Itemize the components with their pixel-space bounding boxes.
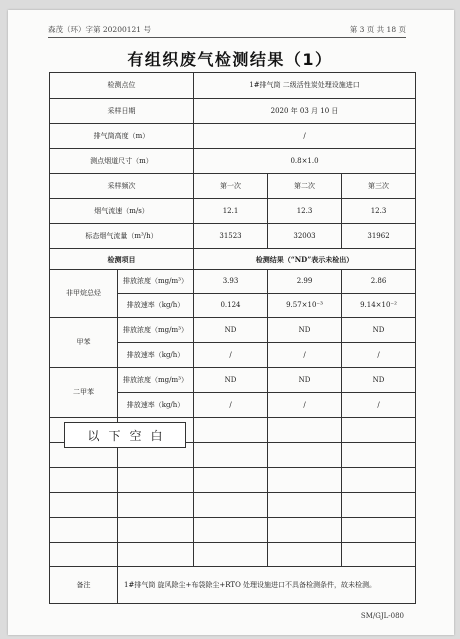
header-rule (48, 37, 406, 38)
run-3-header: 第三次 (342, 174, 416, 199)
conc-run-1: ND (194, 318, 268, 343)
group-name: 非甲烷总烃 (50, 270, 118, 318)
location-label: 检测点位 (50, 73, 194, 99)
rate-label: 排放速率（kg/h） (118, 393, 194, 418)
rate-run-2: / (268, 393, 342, 418)
flow-run-1: 31523 (194, 224, 268, 249)
page-title: 有组织废气检测结果（1） (127, 50, 333, 69)
conc-run-2: ND (268, 318, 342, 343)
conc-run-3: ND (342, 368, 416, 393)
empty-row (50, 518, 416, 543)
row-flow (50, 224, 416, 249)
date-label: 采样日期 (50, 99, 194, 124)
rate-run-1: 0.124 (194, 294, 268, 318)
run-1-header: 第一次 (194, 174, 268, 199)
row-location (50, 73, 416, 99)
report-number: 森茂（环）字第 20200121 号 (48, 25, 151, 34)
stack-height-value: / (194, 124, 416, 149)
location-value: 1#排气筒 二级活性炭处理设施进口 (194, 73, 416, 99)
row-remarks (50, 567, 416, 604)
results-table (49, 72, 416, 604)
rate-run-1: / (194, 393, 268, 418)
result-header: 检测结果（“ND”表示未检出） (194, 249, 416, 270)
row-frequency (50, 174, 416, 199)
group-name: 甲苯 (50, 318, 118, 368)
frequency-label: 采样频次 (50, 174, 194, 199)
rate-label: 排放速率（kg/h） (118, 343, 194, 368)
row-results-header (50, 249, 416, 270)
conc-run-1: ND (194, 368, 268, 393)
rate-run-3: 9.14×10⁻² (342, 294, 416, 318)
row-date (50, 99, 416, 124)
empty-row (50, 493, 416, 518)
stack-height-label: 排气筒高度（m） (50, 124, 194, 149)
rate-run-2: / (268, 343, 342, 368)
rate-run-3: / (342, 343, 416, 368)
run-2-header: 第二次 (268, 174, 342, 199)
row-nmhc-conc (50, 270, 416, 294)
conc-run-3: 2.86 (342, 270, 416, 294)
rate-run-3: / (342, 393, 416, 418)
blank-below-stamp: 以下空白 (64, 422, 186, 448)
conc-label: 排放浓度（mg/m³） (118, 318, 194, 343)
conc-label: 排放浓度（mg/m³） (118, 270, 194, 294)
conc-run-2: ND (268, 368, 342, 393)
duct-size-value: 0.8×1.0 (194, 149, 416, 174)
flow-label: 标态烟气流量（m³/h） (50, 224, 194, 249)
velocity-label: 烟气流速（m/s） (50, 199, 194, 224)
date-value: 2020 年 03 月 10 日 (194, 99, 416, 124)
remarks-text: 1#排气筒 旋风除尘+布袋除尘+RTO 处理设施进口不具备检测条件，故未检测。 (118, 567, 416, 604)
row-velocity (50, 199, 416, 224)
conc-label: 排放浓度（mg/m³） (118, 368, 194, 393)
empty-row (50, 468, 416, 493)
row-stack-height (50, 124, 416, 149)
row-xylene-conc (50, 368, 416, 393)
page-info: 第 3 页 共 18 页 (349, 25, 406, 34)
row-toluene-conc (50, 318, 416, 343)
rate-label: 排放速率（kg/h） (118, 294, 194, 318)
rate-run-1: / (194, 343, 268, 368)
duct-size-label: 测点烟道尺寸（m） (50, 149, 194, 174)
velocity-run-2: 12.3 (268, 199, 342, 224)
remarks-label: 备注 (50, 567, 118, 604)
velocity-run-1: 12.1 (194, 199, 268, 224)
empty-row (50, 543, 416, 567)
group-name: 二甲苯 (50, 368, 118, 418)
rate-run-2: 9.57×10⁻³ (268, 294, 342, 318)
form-code: SM/GJL-080 (360, 612, 404, 620)
row-duct-size (50, 149, 416, 174)
conc-run-3: ND (342, 318, 416, 343)
flow-run-3: 31962 (342, 224, 416, 249)
item-header: 检测项目 (50, 249, 194, 270)
conc-run-1: 3.93 (194, 270, 268, 294)
flow-run-2: 32003 (268, 224, 342, 249)
velocity-run-3: 12.3 (342, 199, 416, 224)
conc-run-2: 2.99 (268, 270, 342, 294)
